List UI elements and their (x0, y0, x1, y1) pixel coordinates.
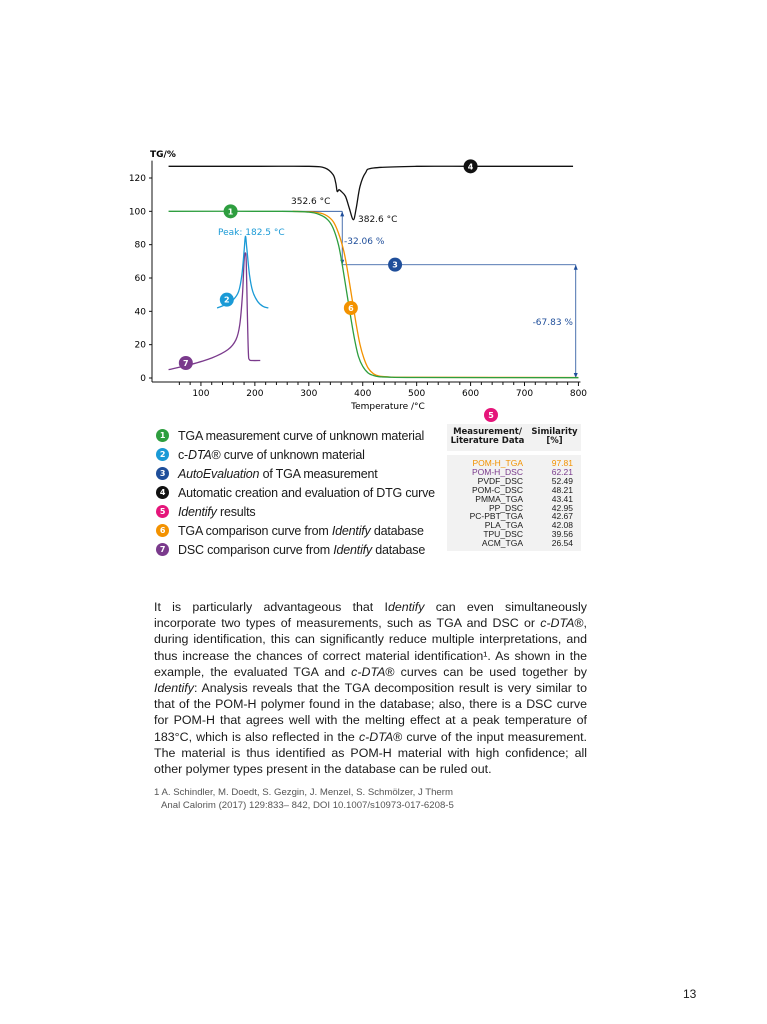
legend-item (156, 464, 446, 483)
legend-label: Identify results (178, 504, 256, 519)
series-line-7 (169, 253, 261, 370)
badge-label-4: 4 (467, 162, 474, 172)
y-axis-label: TG/% (150, 150, 176, 160)
result-name: POM-C_DSC (471, 484, 523, 495)
legend-label: TGA comparison curve from Identify database (178, 523, 424, 538)
x-tick-label: 500 (408, 389, 426, 399)
legend-item (156, 540, 446, 559)
result-name: PLA_TGA (484, 520, 523, 531)
badge-label-1: 1 (227, 207, 234, 217)
footnote (154, 787, 587, 812)
footnote-line-2: Anal Calorim (2017) 129:833– 842, DOI 10.1007/s10973-017-6208-5 (161, 799, 454, 811)
legend-item (156, 483, 446, 502)
legend-item (156, 426, 446, 445)
result-name: POM-H_DSC (471, 466, 523, 477)
legend-label: c-DTA® curve of unknown material (178, 447, 365, 462)
y-tick-label: 40 (134, 307, 146, 318)
result-name: TPU_DSC (483, 529, 523, 540)
results-table-body (447, 455, 581, 551)
arrow-head (340, 211, 344, 216)
badge-label-2: 2 (224, 295, 230, 305)
y-tick-label: 0 (140, 374, 146, 384)
dtg-peak-1-label: 352.6 °C (291, 197, 331, 207)
x-tick-label: 700 (515, 389, 534, 399)
result-similarity: 52.49 (551, 475, 573, 486)
x-tick-label: 300 (300, 389, 318, 399)
y-tick-label: 60 (134, 273, 146, 284)
badge-label-3: 3 (392, 260, 398, 270)
step-1-label: -32.06 % (344, 237, 385, 247)
legend-label: TGA measurement curve of unknown material (178, 428, 425, 443)
arrow-head (574, 265, 578, 270)
x-axis-label: Temperature /°C (351, 402, 425, 412)
result-similarity: 26.54 (551, 538, 573, 549)
result-name: PC-PBT_TGA (469, 511, 523, 522)
legend-badge: 7 (156, 543, 169, 556)
header-measurement: Measurement/ Literature Data (450, 427, 525, 446)
legend-badge: 5 (156, 505, 169, 518)
chart-series (169, 166, 579, 377)
result-name: PP_DSC (488, 502, 523, 513)
tga-chart (0, 0, 767, 420)
result-similarity: 39.56 (551, 529, 573, 540)
badge-label-7: 7 (183, 358, 189, 368)
result-row (447, 539, 581, 548)
legend-item (156, 521, 446, 540)
step-2-label: -67.83 % (532, 318, 573, 328)
body-paragraph: It is particularly advantageous that Identify can even simultaneously incorporate two types of measurements, such as TGA and DSC or c-DTA®, during identification, this can significantly reduce multiple interpretations, and thus increase the chances of correct material identification¹. As shown in the example, the evaluated TGA and c-DTA® curves can be used together by Identify: Analysis reveals that the TGA decomposition result is very similar to that of the POM-H polymer found in the database; also, there is a DSC curve for POM-H that agrees well with the melting effect at a peak temperature of 183°C, which is also reflected in the c-DTA® curve of the input measurement. The material is thus identified as POM-H material with high confidence; all other polymer types present in the database can be ruled out. (154, 600, 588, 777)
identify-results (447, 408, 581, 551)
legend-badge: 4 (156, 486, 169, 499)
y-tick-label: 100 (128, 207, 146, 218)
legend-item (156, 445, 446, 464)
results-header (447, 424, 581, 451)
result-name: PVDF_DSC (477, 475, 523, 486)
results-badge: 5 (484, 408, 498, 422)
x-tick-label: 600 (461, 389, 480, 399)
result-similarity: 43.41 (551, 493, 573, 504)
peak-label: Peak: 182.5 °C (218, 228, 285, 238)
legend-label: Automatic creation and evaluation of DTG curve (178, 485, 435, 500)
badge-label-6: 6 (348, 303, 354, 313)
y-tick-label: 120 (128, 173, 146, 184)
legend-item (156, 502, 446, 521)
result-name: PMMA_TGA (475, 493, 523, 504)
result-similarity: 42.08 (551, 520, 573, 531)
legend-badge: 1 (156, 429, 169, 442)
result-similarity: 62.21 (551, 466, 573, 477)
page-number: 13 (683, 987, 697, 1001)
result-name: ACM_TGA (481, 538, 523, 549)
result-similarity: 48.21 (551, 484, 573, 495)
legend-badge: 3 (156, 467, 169, 480)
x-tick-label: 100 (192, 389, 210, 399)
result-name: POM-H_TGA (472, 458, 523, 468)
legend-badge: 2 (156, 448, 169, 461)
y-tick-label: 20 (134, 340, 146, 351)
footnote-line-1: 1 A. Schindler, M. Doedt, S. Gezgin, J. Menzel, S. Schmölzer, J Therm (154, 787, 453, 798)
x-tick-label: 400 (354, 389, 372, 399)
legend-badge: 6 (156, 524, 169, 537)
result-similarity: 97.81 (551, 458, 573, 468)
chart-legend (156, 426, 446, 559)
result-similarity: 42.95 (551, 502, 573, 513)
result-similarity: 42.67 (551, 511, 573, 522)
dtg-peak-2-label: 382.6 °C (358, 215, 398, 225)
x-tick-label: 800 (569, 389, 588, 399)
x-tick-label: 200 (246, 389, 264, 399)
y-tick-label: 80 (134, 240, 146, 251)
legend-label: AutoEvaluation of TGA measurement (178, 466, 378, 481)
legend-label: DSC comparison curve from Identify database (178, 542, 426, 557)
header-similarity: Similarity [%] (531, 427, 578, 446)
evaluation-lines (282, 211, 578, 378)
